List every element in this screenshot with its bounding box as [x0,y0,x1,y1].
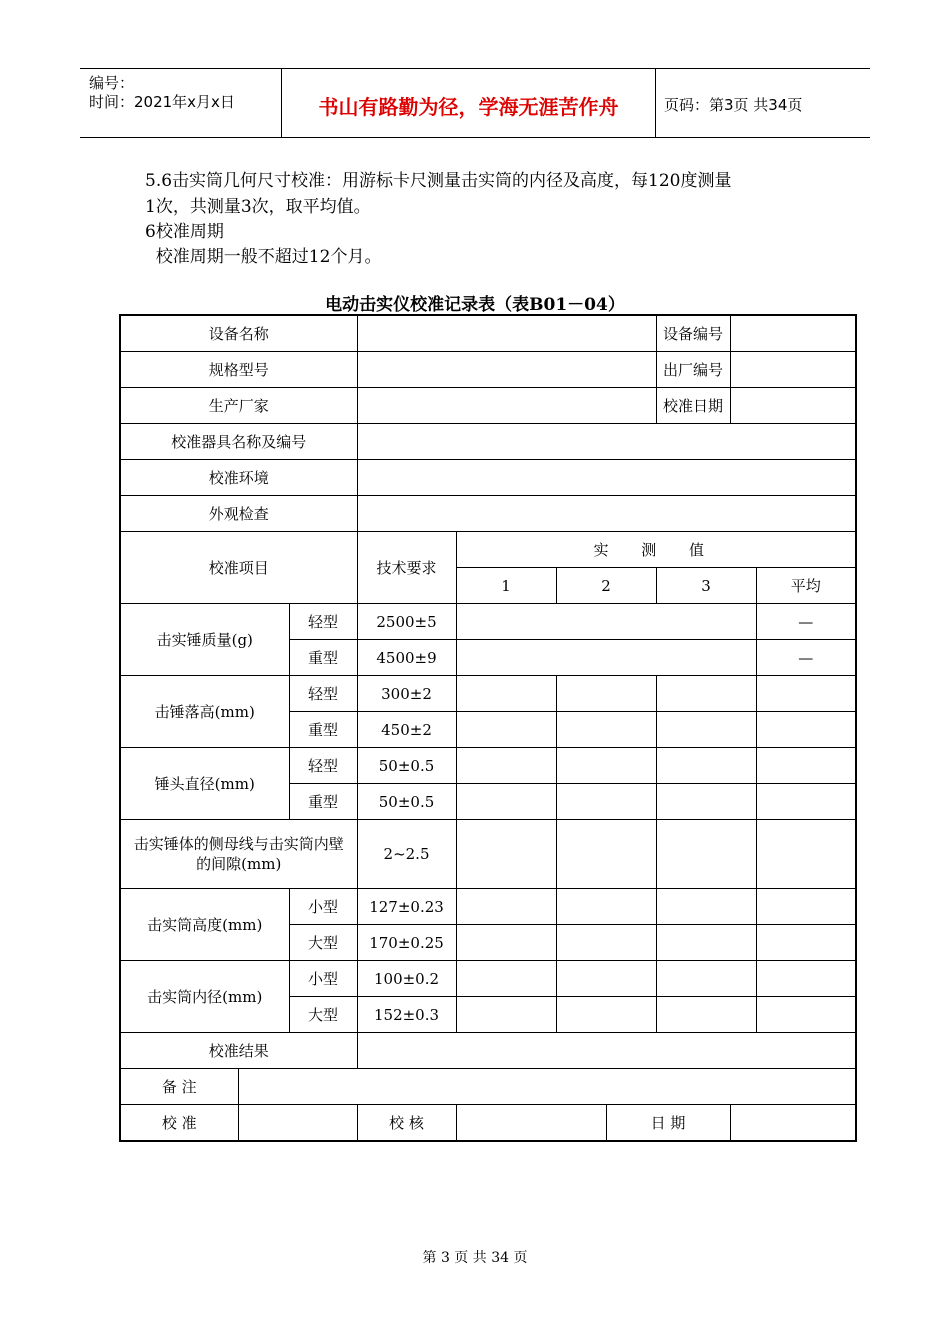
form-title: 电动击实仪校准记录表（表B01－04） [325,295,625,315]
req-value: 450±2 [357,712,456,748]
value-cell[interactable] [556,820,656,889]
table-row [120,889,856,925]
label-drop-height: 击锤落高(mm) [120,676,289,748]
table-row [120,1105,856,1142]
label-factory-no: 出厂编号 [656,352,730,388]
page-header [80,68,870,138]
value-cell[interactable] [556,712,656,748]
req-value: 2500±5 [357,604,456,640]
label-appearance: 外观检查 [120,496,357,532]
calibrate-sign-cell[interactable] [238,1105,357,1142]
avg-dash: — [756,604,856,640]
value-cell[interactable] [656,748,756,784]
label-instrument: 校准器具名称及编号 [120,424,357,460]
label-calibrate: 校 准 [120,1105,238,1142]
label-remark: 备 注 [120,1069,238,1105]
value-cell[interactable] [456,820,556,889]
label-item: 校准项目 [120,532,357,604]
table-row [120,748,856,784]
label-light: 轻型 [289,604,357,640]
appearance-cell[interactable] [357,496,856,532]
label-device-no: 设备编号 [656,315,730,352]
table-row [120,676,856,712]
value-cell[interactable] [556,784,656,820]
req-value: 170±0.25 [357,925,456,961]
paragraph-5-6-cont: 1次，共测量3次，取平均值。 [145,197,371,217]
table-row [120,820,856,889]
value-cell[interactable] [756,889,856,925]
label-measured: 实 测 值 [456,532,856,568]
table-row [120,352,856,388]
table-row [120,961,856,997]
cal-date-cell[interactable] [730,388,856,424]
check-sign-cell[interactable] [456,1105,606,1142]
label-light: 轻型 [289,676,357,712]
label-device-name: 设备名称 [120,315,357,352]
value-cell[interactable] [656,961,756,997]
value-cell[interactable] [456,784,556,820]
value-cell[interactable] [756,925,856,961]
table-row [120,460,856,496]
label-tech-req: 技术要求 [357,532,456,604]
header-info [80,69,281,137]
label-head-dia: 锤头直径(mm) [120,748,289,820]
value-cell[interactable] [456,925,556,961]
value-cell[interactable] [556,961,656,997]
device-name-cell[interactable] [357,315,656,352]
remark-cell[interactable] [238,1069,856,1105]
req-value: 4500±9 [357,640,456,676]
table-row [120,496,856,532]
factory-no-cell[interactable] [730,352,856,388]
label-cyl-height: 击实筒高度(mm) [120,889,289,961]
value-cell[interactable] [456,748,556,784]
value-cell[interactable] [656,820,756,889]
req-value: 300±2 [357,676,456,712]
value-cell[interactable] [656,925,756,961]
label-result: 校准结果 [120,1033,357,1069]
value-cell[interactable] [656,889,756,925]
value-cell[interactable] [756,748,856,784]
value-cell[interactable] [456,997,556,1033]
req-value: 152±0.3 [357,997,456,1033]
avg-dash: — [756,640,856,676]
value-cell[interactable] [456,676,556,712]
label-heavy: 重型 [289,712,357,748]
value-cell[interactable] [556,997,656,1033]
label-cyl-dia: 击实筒内径(mm) [120,961,289,1033]
label-small: 小型 [289,889,357,925]
label-large: 大型 [289,925,357,961]
table-row [120,604,856,640]
table-row [120,532,856,568]
environment-cell[interactable] [357,460,856,496]
result-cell[interactable] [357,1033,856,1069]
label-manufacturer: 生产厂家 [120,388,357,424]
req-value: 100±0.2 [357,961,456,997]
table-row [120,1069,856,1105]
label-m1: 1 [456,568,556,604]
manufacturer-cell[interactable] [357,388,656,424]
time-label: 时间：2021年x月x日 [89,93,235,111]
code-label: 编号： [89,74,135,92]
motto: 书山有路勤为径，学海无涯苦作舟 [318,95,619,119]
value-cell[interactable] [756,784,856,820]
value-cell[interactable] [656,997,756,1033]
instrument-cell[interactable] [357,424,856,460]
req-value: 50±0.5 [357,748,456,784]
label-cal-date: 校准日期 [656,388,730,424]
value-cell[interactable] [456,712,556,748]
value-cell[interactable] [756,961,856,997]
value-cell[interactable] [756,676,856,712]
req-value: 127±0.23 [357,889,456,925]
value-cell[interactable] [656,712,756,748]
label-m3: 3 [656,568,756,604]
value-cell[interactable] [756,712,856,748]
value-cell[interactable] [656,676,756,712]
label-m2: 2 [556,568,656,604]
section-6-heading: 6校准周期 [145,222,224,242]
label-heavy: 重型 [289,784,357,820]
label-hammer-mass: 击实锤质量(g) [120,604,289,676]
table-row [120,1033,856,1069]
req-value: 50±0.5 [357,784,456,820]
value-cell[interactable] [456,640,756,676]
value-cell[interactable] [556,748,656,784]
page-info: 页码：第3页 共34页 [664,96,803,114]
value-cell[interactable] [456,961,556,997]
device-no-cell[interactable] [730,315,856,352]
value-cell[interactable] [556,676,656,712]
page-footer: 第 3 页 共 34 页 [422,1250,528,1266]
table-row [120,388,856,424]
value-cell[interactable] [756,997,856,1033]
label-small: 小型 [289,961,357,997]
label-date: 日 期 [606,1105,730,1142]
label-spec-model: 规格型号 [120,352,357,388]
value-cell[interactable] [556,889,656,925]
calibration-table [119,314,857,1142]
label-heavy: 重型 [289,640,357,676]
req-value: 2~2.5 [357,820,456,889]
value-cell[interactable] [656,784,756,820]
value-cell[interactable] [756,820,856,889]
section-6-text: 校准周期一般不超过12个月。 [145,247,382,267]
label-large: 大型 [289,997,357,1033]
label-light: 轻型 [289,748,357,784]
table-row [120,315,856,352]
header-page-cell [655,69,870,137]
value-cell[interactable] [556,925,656,961]
label-gap: 击实锤体的侧母线与击实筒内壁的间隙(mm) [120,820,357,889]
label-avg: 平均 [756,568,856,604]
spec-model-cell[interactable] [357,352,656,388]
value-cell[interactable] [456,889,556,925]
date-cell[interactable] [730,1105,856,1142]
label-environment: 校准环境 [120,460,357,496]
value-cell[interactable] [456,604,756,640]
label-check: 校 核 [357,1105,456,1142]
paragraph-5-6: 5.6击实筒几何尺寸校准：用游标卡尺测量击实筒的内径及高度，每120度测量 [145,171,732,191]
header-motto-cell [281,69,656,137]
table-row [120,424,856,460]
